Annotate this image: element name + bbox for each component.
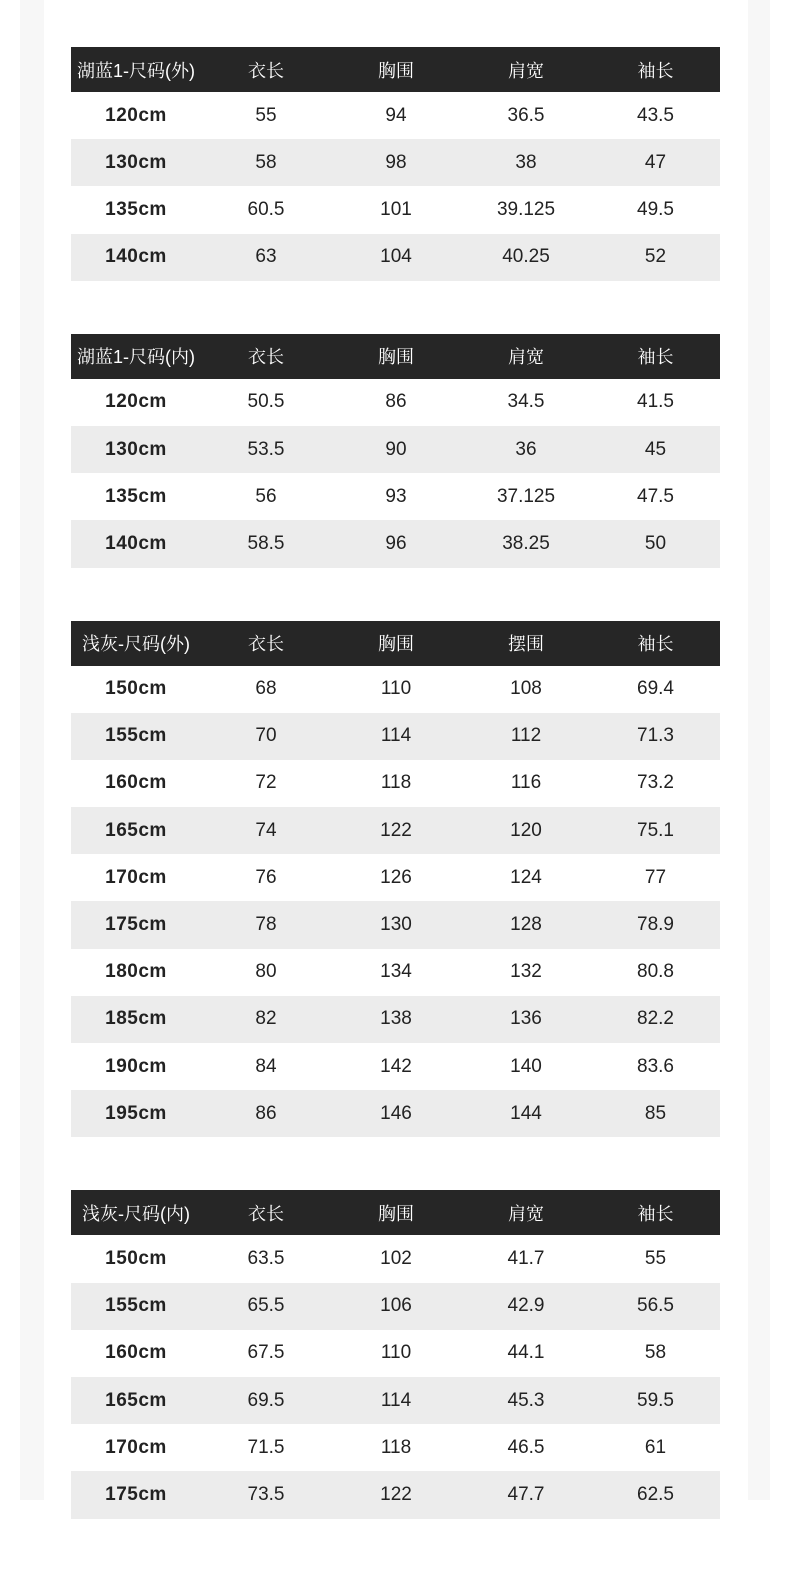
table-row — [71, 234, 720, 281]
table-header-row — [71, 334, 720, 379]
measurement-cell: 58 — [644, 1342, 667, 1364]
size-table — [71, 334, 720, 568]
size-cell: 135cm — [105, 485, 167, 507]
size-cell: 170cm — [105, 866, 167, 888]
table-row — [71, 996, 720, 1043]
measurement-cell: 65.5 — [247, 1295, 285, 1317]
column-header: 胸围 — [378, 60, 414, 81]
measurement-cell: 86 — [255, 1102, 277, 1124]
table-header-row — [71, 621, 720, 666]
measurement-cell: 96 — [385, 532, 407, 554]
measurement-cell: 44.1 — [507, 1342, 545, 1364]
table-header-row — [71, 1190, 720, 1235]
measurement-cell: 126 — [380, 866, 412, 888]
table-header-row — [71, 47, 720, 92]
measurement-cell: 74 — [255, 819, 277, 841]
measurement-cell: 52 — [644, 246, 667, 268]
table-row — [71, 807, 720, 854]
measurement-cell: 62.5 — [637, 1483, 674, 1505]
size-cell: 175cm — [105, 1483, 167, 1505]
column-header: 袖长 — [637, 1203, 674, 1224]
measurement-cell: 69.4 — [637, 678, 674, 700]
measurement-cell: 84 — [255, 1055, 277, 1077]
column-header: 衣长 — [248, 634, 284, 654]
measurement-cell: 116 — [510, 772, 542, 794]
size-cell: 195cm — [105, 1102, 167, 1124]
size-cell: 160cm — [105, 1342, 167, 1364]
column-header: 肩宽 — [508, 347, 544, 368]
measurement-cell: 132 — [510, 961, 542, 983]
table-row — [71, 1471, 720, 1518]
size-chart-container — [71, 47, 720, 1572]
measurement-cell: 102 — [380, 1247, 412, 1269]
size-cell: 170cm — [105, 1436, 167, 1458]
table-title: 湖蓝1-尺码(外) — [77, 60, 195, 81]
column-header: 胸围 — [378, 634, 414, 654]
size-cell: 165cm — [105, 819, 167, 841]
measurement-cell: 38 — [515, 151, 537, 173]
measurement-cell: 41.5 — [637, 391, 674, 413]
measurement-cell: 98 — [385, 151, 407, 173]
measurement-cell: 122 — [380, 1483, 412, 1505]
size-cell: 150cm — [105, 1247, 167, 1269]
size-cell: 120cm — [105, 104, 167, 126]
measurement-cell: 142 — [380, 1055, 412, 1077]
measurement-cell: 76 — [255, 866, 277, 888]
table-row — [71, 473, 720, 520]
measurement-cell: 56 — [255, 485, 277, 507]
measurement-cell: 47.5 — [637, 485, 674, 507]
measurement-cell: 114 — [380, 1389, 412, 1411]
measurement-cell: 42.9 — [507, 1295, 545, 1317]
measurement-cell: 78.9 — [637, 914, 674, 936]
column-header: 袖长 — [637, 347, 674, 368]
measurement-cell: 59.5 — [637, 1389, 674, 1411]
measurement-cell: 46.5 — [507, 1436, 545, 1458]
measurement-cell: 130 — [380, 914, 412, 936]
table-row — [71, 1283, 720, 1330]
measurement-cell: 39.125 — [496, 198, 556, 220]
measurement-cell: 72 — [255, 772, 277, 794]
measurement-cell: 112 — [510, 725, 542, 747]
table-row — [71, 520, 720, 567]
column-header: 摆围 — [508, 634, 544, 654]
table-row — [71, 1235, 720, 1282]
column-header: 肩宽 — [508, 1203, 544, 1224]
size-cell: 155cm — [105, 1295, 167, 1317]
measurement-cell: 75.1 — [637, 819, 674, 841]
measurement-cell: 45.3 — [507, 1389, 545, 1411]
column-header: 衣长 — [248, 347, 284, 368]
table-row — [71, 1090, 720, 1137]
measurement-cell: 60.5 — [247, 198, 285, 220]
size-cell: 180cm — [105, 961, 167, 983]
measurement-cell: 136 — [510, 1008, 542, 1030]
measurement-cell: 85 — [644, 1102, 667, 1124]
measurement-cell: 73.5 — [247, 1483, 285, 1505]
table-row — [71, 426, 720, 473]
size-cell: 190cm — [105, 1055, 167, 1077]
measurement-cell: 49.5 — [637, 198, 674, 220]
size-cell: 140cm — [105, 532, 167, 554]
measurement-cell: 55 — [644, 1247, 667, 1269]
table-title: 浅灰-尺码(外) — [82, 634, 190, 654]
column-header: 衣长 — [248, 60, 284, 81]
measurement-cell: 37.125 — [496, 485, 556, 507]
measurement-cell: 106 — [380, 1295, 412, 1317]
column-header: 胸围 — [378, 1203, 414, 1224]
measurement-cell: 36.5 — [507, 104, 545, 126]
table-row — [71, 854, 720, 901]
size-table — [71, 47, 720, 281]
measurement-cell: 36 — [515, 438, 537, 460]
left-margin-panel — [20, 0, 44, 1500]
measurement-cell: 122 — [380, 819, 412, 841]
measurement-cell: 108 — [510, 678, 542, 700]
measurement-cell: 50 — [644, 532, 667, 554]
measurement-cell: 71.3 — [637, 725, 674, 747]
measurement-cell: 73.2 — [637, 772, 674, 794]
measurement-cell: 110 — [380, 678, 412, 700]
measurement-cell: 55 — [255, 104, 277, 126]
size-cell: 135cm — [105, 198, 167, 220]
table-row — [71, 666, 720, 713]
measurement-cell: 138 — [380, 1008, 412, 1030]
measurement-cell: 104 — [380, 246, 412, 268]
measurement-cell: 120 — [510, 819, 542, 841]
table-row — [71, 139, 720, 186]
measurement-cell: 134 — [380, 961, 412, 983]
column-header: 衣长 — [248, 1203, 284, 1224]
measurement-cell: 94 — [385, 104, 407, 126]
measurement-cell: 63 — [255, 246, 277, 268]
column-header: 胸围 — [378, 347, 414, 368]
table-row — [71, 1043, 720, 1090]
size-cell: 155cm — [105, 725, 167, 747]
measurement-cell: 50.5 — [247, 391, 285, 413]
measurement-cell: 80 — [255, 961, 277, 983]
measurement-cell: 118 — [380, 1436, 412, 1458]
measurement-cell: 78 — [255, 914, 277, 936]
measurement-cell: 124 — [510, 866, 542, 888]
measurement-cell: 90 — [385, 438, 407, 460]
table-row — [71, 1377, 720, 1424]
measurement-cell: 93 — [385, 485, 407, 507]
size-cell: 150cm — [105, 678, 167, 700]
measurement-cell: 114 — [380, 725, 412, 747]
size-cell: 120cm — [105, 391, 167, 413]
measurement-cell: 69.5 — [247, 1389, 285, 1411]
measurement-cell: 70 — [255, 725, 277, 747]
table-row — [71, 1424, 720, 1471]
table-row — [71, 713, 720, 760]
measurement-cell: 45 — [644, 438, 667, 460]
measurement-cell: 58.5 — [247, 532, 285, 554]
measurement-cell: 41.7 — [507, 1247, 545, 1269]
size-table — [71, 1190, 720, 1518]
column-header: 袖长 — [637, 60, 674, 81]
measurement-cell: 58 — [255, 151, 277, 173]
measurement-cell: 83.6 — [637, 1055, 674, 1077]
measurement-cell: 67.5 — [247, 1342, 285, 1364]
size-cell: 175cm — [105, 914, 167, 936]
measurement-cell: 118 — [380, 772, 412, 794]
measurement-cell: 82.2 — [637, 1008, 674, 1030]
measurement-cell: 47.7 — [507, 1483, 545, 1505]
measurement-cell: 140 — [510, 1055, 542, 1077]
measurement-cell: 101 — [380, 198, 412, 220]
column-header: 肩宽 — [508, 60, 544, 81]
size-table — [71, 621, 720, 1138]
table-row — [71, 186, 720, 233]
measurement-cell: 53.5 — [247, 438, 285, 460]
size-cell: 160cm — [105, 772, 167, 794]
measurement-cell: 43.5 — [637, 104, 674, 126]
measurement-cell: 146 — [380, 1102, 412, 1124]
size-cell: 165cm — [105, 1389, 167, 1411]
measurement-cell: 144 — [510, 1102, 542, 1124]
table-row — [71, 92, 720, 139]
measurement-cell: 80.8 — [637, 961, 674, 983]
size-cell: 130cm — [105, 438, 167, 460]
measurement-cell: 71.5 — [247, 1436, 285, 1458]
table-title: 湖蓝1-尺码(内) — [77, 347, 195, 368]
size-cell: 185cm — [105, 1008, 167, 1030]
table-row — [71, 1330, 720, 1377]
measurement-cell: 34.5 — [507, 391, 545, 413]
measurement-cell: 110 — [380, 1342, 412, 1364]
measurement-cell: 61 — [644, 1436, 667, 1458]
measurement-cell: 68 — [255, 678, 277, 700]
size-cell: 140cm — [105, 246, 167, 268]
table-title: 浅灰-尺码(内) — [82, 1203, 190, 1224]
measurement-cell: 77 — [644, 866, 667, 888]
measurement-cell: 38.25 — [502, 532, 550, 554]
measurement-cell: 82 — [255, 1008, 277, 1030]
column-header: 袖长 — [637, 634, 674, 654]
table-row — [71, 760, 720, 807]
measurement-cell: 86 — [385, 391, 407, 413]
measurement-cell: 47 — [644, 151, 667, 173]
right-margin-panel — [748, 0, 770, 1500]
measurement-cell: 128 — [510, 914, 542, 936]
measurement-cell: 63.5 — [247, 1247, 285, 1269]
size-cell: 130cm — [105, 151, 167, 173]
table-row — [71, 901, 720, 948]
table-row — [71, 379, 720, 426]
measurement-cell: 40.25 — [502, 246, 550, 268]
measurement-cell: 56.5 — [637, 1295, 674, 1317]
table-row — [71, 949, 720, 996]
